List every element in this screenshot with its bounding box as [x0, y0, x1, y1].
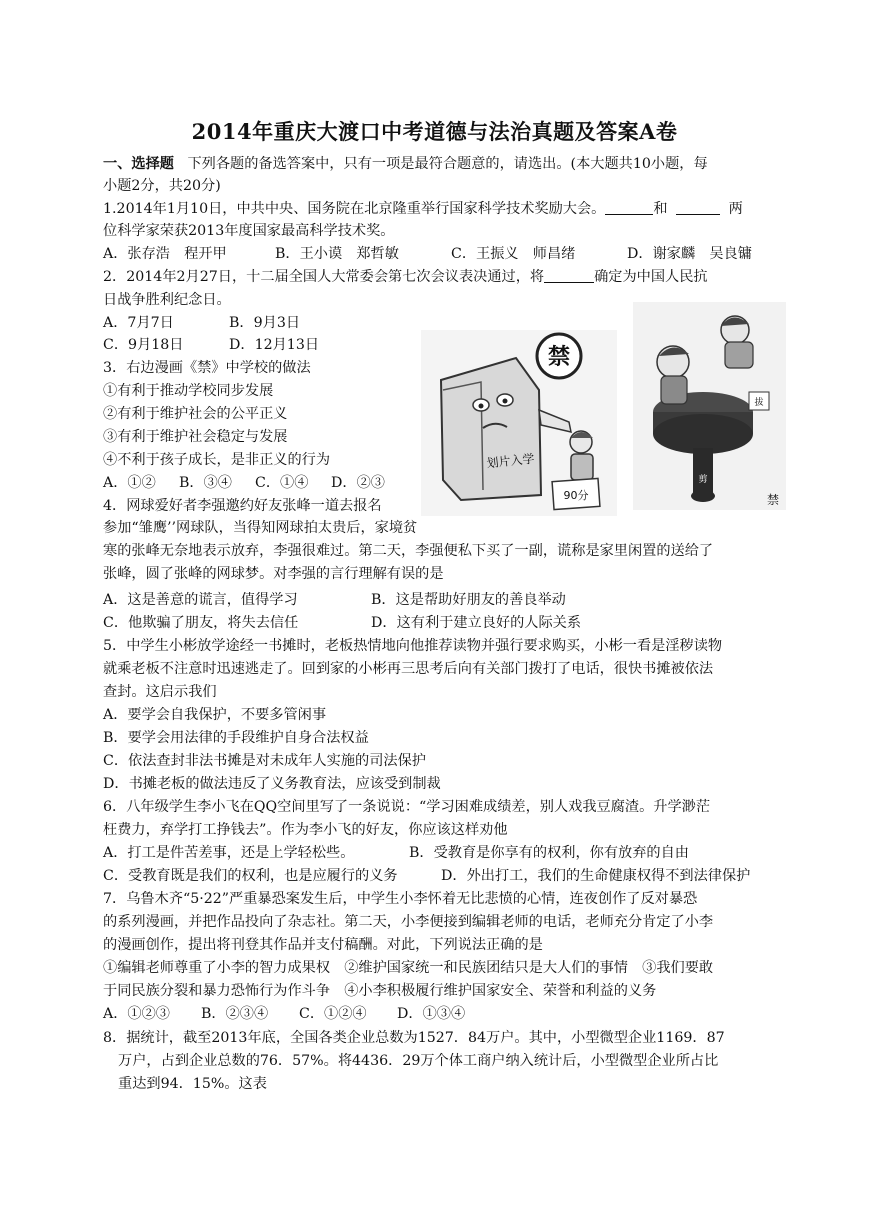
q4-option-c[interactable]: C．他欺骗了朋友，将失去信任 — [103, 615, 299, 631]
q2-options-row1 — [103, 313, 300, 333]
q1-option-a[interactable]: A．张存浩 程开甲 — [103, 246, 227, 262]
q3-item-2: ②有利于维护社会的公平正义 — [103, 406, 288, 422]
q7-stem-5: 于同民族分裂和暴力恐怖行为作斗争 ④小李积极履行维护国家安全、荣誉和利益的义务 — [103, 983, 657, 999]
q5-stem-3: 查封。这启示我们 — [103, 684, 217, 700]
q7-option-d[interactable]: D．①③④ — [397, 1006, 466, 1022]
q1-option-d[interactable]: D．谢家麟 吴良镛 — [627, 246, 752, 262]
q7-stem-2: 的系列漫画，并把作品投向了杂志社。第二天，小李便接到编辑老师的电话，老师充分肯定了小李 — [103, 914, 714, 930]
section-heading: 一、选择题 — [103, 156, 174, 172]
cartoon-score-text: 90分 — [563, 489, 589, 502]
section-heading-line — [103, 154, 708, 174]
q2-stem-b: 确定为中国人民抗 — [594, 269, 708, 285]
q2-option-b[interactable]: B．9月3日 — [229, 315, 301, 331]
q6-options-row2 — [103, 866, 750, 886]
q2-option-a[interactable]: A．7月7日 — [103, 315, 174, 331]
q7-stem-3: 的漫画创作，提出将刊登其作品并支付稿酬。对此，下列说法正确的是 — [103, 937, 543, 953]
q1-stem-and: 和 — [653, 201, 668, 217]
q7-stem-1: 7．乌鲁木齐“5·22”严重暴恐案发生后，中学生小李怀着无比悲愤的心情，连夜创作了反对暴恐 — [103, 891, 698, 907]
q6-stem-1: 6．八年级学生李小飞在QQ空间里写了一条说说：“学习困难成绩差，别人戏我豆腐渣。升学渺茫 — [103, 799, 711, 815]
section-instruction-cont: 小题2分，共20分) — [103, 178, 221, 194]
q4-stem-4: 张峰，圆了张峰的网球梦。对李强的言行理解有误的是 — [103, 566, 444, 582]
q7-option-c[interactable]: C．①②④ — [299, 1006, 367, 1022]
cartoon-ban-image — [421, 330, 617, 516]
q3-item-1: ①有利于推动学校同步发展 — [103, 383, 274, 399]
cartoon-ban-drawing — [421, 330, 617, 516]
cartoon-stamp-label: 剪 — [698, 475, 708, 485]
q6-stem-2: 枉费力，弃学打工挣钱去”。作为李小飞的好友，你应该这样劝他 — [103, 822, 508, 838]
q2-stem-a: 2．2014年2月27日，十二届全国人大常委会第七次会议表决通过，将 — [103, 269, 545, 285]
q1-stem-c: 两 — [728, 201, 743, 217]
q1-blank-2 — [676, 200, 720, 215]
q2-option-d[interactable]: D．12月13日 — [229, 337, 320, 353]
cartoon-banner-text: 划片入学 — [485, 451, 536, 471]
q8-stem-3: 重达到94．15%。这表 — [118, 1076, 267, 1092]
q4-option-a[interactable]: A．这是善意的谎言，值得学习 — [103, 592, 298, 608]
q4-stem-2: 参加“雏鹰’’网球队，当得知网球拍太贵后，家境贫 — [103, 520, 418, 536]
q7-options — [103, 1004, 465, 1024]
q1-option-c[interactable]: C．王振义 师昌绪 — [451, 246, 576, 262]
q3-stem: 3．右边漫画《禁》中学校的做法 — [103, 360, 311, 376]
q3-option-c[interactable]: C．①④ — [255, 475, 309, 491]
cartoon-sign-text: 禁 — [547, 345, 571, 370]
q4-option-d[interactable]: D．这有利于建立良好的人际关系 — [371, 615, 582, 631]
q1-blank-1 — [605, 200, 653, 215]
q7-stem-4: ①编辑老师尊重了小李的智力成果权 ②维护国家统一和民族团结只是大人们的事情 ③我们要敢 — [103, 960, 714, 976]
q3-item-4: ④不利于孩子成长，是非正义的行为 — [103, 452, 331, 468]
q2-stem — [103, 267, 708, 287]
q6-option-b[interactable]: B．受教育是你享有的权利，你有放弃的自由 — [409, 845, 689, 861]
q6-option-a[interactable]: A．打工是件苦差事，还是上学轻松些。 — [103, 845, 355, 861]
q2-options-row2 — [103, 335, 319, 355]
cartoon-stamp-drawing — [633, 302, 786, 510]
q6-option-d[interactable]: D．外出打工，我们的生命健康权得不到法律保护 — [441, 868, 751, 884]
cartoon-caption: 禁 — [766, 493, 780, 507]
q1-stem — [103, 199, 743, 219]
q7-option-a[interactable]: A．①②③ — [103, 1006, 170, 1022]
q5-stem-2: 就乘老板不注意时迅速逃走了。回到家的小彬再三思考后向有关部门拨打了电话，很快书摊被依法 — [103, 661, 714, 677]
q1-stem-a: 1.2014年1月10日，中共中央、国务院在北京隆重举行国家科学技术奖励大会。 — [103, 201, 606, 217]
q5-stem-1: 5．中学生小彬放学途经一书摊时，老板热情地向他推荐读物并强行要求购买，小彬一看是淫秽读物 — [103, 638, 723, 654]
q2-option-c[interactable]: C．9月18日 — [103, 337, 184, 353]
section-instruction: 下列各题的备选答案中，只有一项是最符合题意的，请选出。(本大题共10小题，每 — [187, 156, 708, 172]
q4-option-b[interactable]: B．这是帮助好朋友的善良举动 — [371, 592, 566, 608]
q5-option-a[interactable]: A．要学会自我保护，不要多管闲事 — [103, 707, 327, 723]
cartoon-stamp-image — [633, 302, 786, 510]
q3-option-b[interactable]: B．③④ — [179, 475, 232, 491]
q4-options-row2 — [103, 613, 581, 633]
q3-item-3: ③有利于维护社会稳定与发展 — [103, 429, 288, 445]
q8-stem-1: 8．据统计，截至2013年底，全国各类企业总数为1527．84万户。其中，小型微型企业1169．87 — [103, 1030, 725, 1046]
q5-option-d[interactable]: D．书摊老板的做法违反了义务教育法，应该受到制裁 — [103, 776, 441, 792]
q3-option-a[interactable]: A．①② — [103, 475, 156, 491]
q3-option-d[interactable]: D．②③ — [331, 475, 385, 491]
q4-stem-3: 寒的张峰无奈地表示放弃，李强很难过。第二天，李强便私下买了一副，谎称是家里闲置的送给了 — [103, 543, 714, 559]
page-title: 2014年重庆大渡口中考道德与法治真题及答案A卷 — [191, 119, 678, 144]
q4-options-row1 — [103, 590, 566, 610]
q3-options — [103, 473, 385, 493]
q1-option-b[interactable]: B．王小谟 郑哲敏 — [275, 246, 399, 262]
q1-stem-cont: 位科学家荣获2013年度国家最高科学技术奖。 — [103, 223, 395, 239]
q2-stem-cont: 日战争胜利纪念日。 — [103, 292, 231, 308]
q4-stem-1: 4．网球爱好者李强邀约好友张峰一道去报名 — [103, 498, 382, 514]
q5-option-b[interactable]: B．要学会用法律的手段维护自身合法权益 — [103, 730, 369, 746]
q6-options-row1 — [103, 843, 689, 863]
q8-stem-2: 万户，占到企业总数的76．57%。将4436．29万个体工商户纳入统计后，小型微型企业所占比 — [118, 1053, 719, 1069]
q7-option-b[interactable]: B．②③④ — [201, 1006, 269, 1022]
cartoon-flag-label: 拔 — [754, 398, 764, 408]
q2-blank — [544, 268, 594, 283]
q5-option-c[interactable]: C．依法查封非法书摊是对未成年人实施的司法保护 — [103, 753, 426, 769]
q6-option-c[interactable]: C．受教育既是我们的权利，也是应履行的义务 — [103, 868, 398, 884]
q1-options — [103, 244, 752, 264]
